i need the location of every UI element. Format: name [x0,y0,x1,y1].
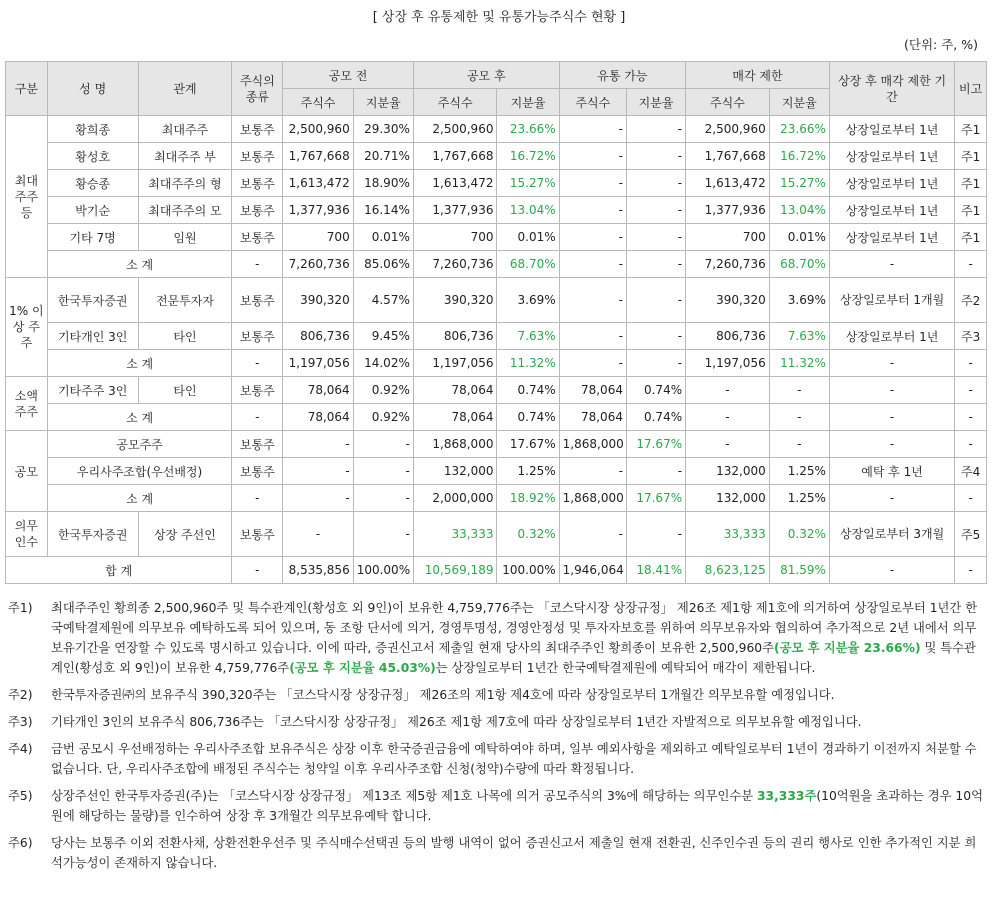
header-stock-type: 주식의 종류 [232,62,283,116]
cell-note: 주3 [955,323,987,350]
cell-restricted-ratio: 3.69% [769,278,829,323]
cell-name: 기타 7명 [47,224,138,251]
cell-restricted-ratio: 68.70% [769,251,829,278]
cell-restricted-ratio: - [769,404,829,431]
cell-note: - [955,377,987,404]
group-over1: 1% 이상 주주 [6,278,48,377]
cell-type: 보통주 [232,170,283,197]
shares-table [5,61,987,584]
header-group: 구분 [6,62,48,116]
cell-tradable-shares: - [559,278,626,323]
cell-name: 황성호 [47,143,138,170]
cell-tradable-ratio: - [626,251,685,278]
cell-tradable-ratio: - [626,197,685,224]
cell-pre-ratio: 0.92% [353,404,413,431]
cell-tradable-ratio: - [626,116,685,143]
footnote-highlight: 33,333주 [757,789,817,803]
cell-restricted-shares: 806,736 [686,323,770,350]
footnote [8,598,983,678]
cell-note: 주4 [955,458,987,485]
header-ratio: 지분율 [353,89,413,116]
cell-pre-ratio: 100.00% [353,557,413,584]
cell-type: - [232,485,283,512]
cell-post-ratio: 0.01% [497,224,559,251]
cell-post-shares: 78,064 [413,404,497,431]
cell-restricted-shares: 1,377,936 [686,197,770,224]
footnote-highlight: (공모 후 지분율 45.03%) [289,661,436,675]
footnote-text-part: 는 상장일로부터 1년간 한국예탁결제원에 예탁되어 매각이 제한됩니다. [435,661,816,675]
cell-post-shares: 2,500,960 [413,116,497,143]
cell-relation: 최대주주의 모 [138,197,232,224]
cell-tradable-ratio: - [626,512,685,557]
cell-tradable-ratio: - [626,458,685,485]
cell-name: 박기순 [47,197,138,224]
cell-post-ratio: 0.74% [497,377,559,404]
cell-pre-shares: 78,064 [283,404,353,431]
footnote-key: 주1) [8,601,33,615]
cell-restricted-shares: 390,320 [686,278,770,323]
cell-pre-ratio: 29.30% [353,116,413,143]
cell-period: - [829,557,954,584]
cell-pre-ratio: 20.71% [353,143,413,170]
footnote [8,786,983,826]
cell-tradable-ratio: 0.74% [626,377,685,404]
cell-post-ratio: 1.25% [497,458,559,485]
cell-period: - [829,251,954,278]
cell-tradable-shares: - [559,116,626,143]
cell-name: 우리사주조합(우선배정) [47,458,232,485]
cell-type: 보통주 [232,143,283,170]
footnote-text-part: 최대주주인 황희종 2,500,960주 및 특수관계인(황성호 외 9인)이 보유한 4,759,776주는 「코스닥시장 상장규정」 제26조 제1항 제1호에 의거하여 상장일로부터 1년간 한국예탁결제원에 의무보유 예탁하도록 되어 있으며, 동 조항 단서에 의거, 경영투명성, 경영안정성 및 투자자보호를 위하여 의무보유자와 협의하여 추가적으로 2년 내에서 의무보유기간을 연장할 수 있도록 명시하고 있습니다. 이에 따라, 증권신고서 제출일 현재 당사의 최대주주인 황희종이 보유한 2,500,960주 [51,601,978,655]
cell-note: 주1 [955,224,987,251]
cell-relation: 최대주주 부 [138,143,232,170]
cell-note: 주1 [955,197,987,224]
cell-post-shares: 132,000 [413,458,497,485]
cell-type: - [232,251,283,278]
cell-period: 상장일로부터 3개월 [829,512,954,557]
header-shares: 주식수 [283,89,353,116]
header-ratio: 지분율 [626,89,685,116]
cell-post-ratio: 11.32% [497,350,559,377]
cell-restricted-ratio: - [769,431,829,458]
cell-restricted-shares: 1,197,056 [686,350,770,377]
cell-relation: 타인 [138,377,232,404]
cell-tradable-ratio: - [626,224,685,251]
cell-period: 상장일로부터 1개월 [829,278,954,323]
header-ratio: 지분율 [497,89,559,116]
cell-tradable-shares: - [559,251,626,278]
cell-restricted-ratio: 23.66% [769,116,829,143]
table-row [6,458,987,485]
footnotes [8,598,983,880]
table-row [6,431,987,458]
cell-post-ratio: 0.74% [497,404,559,431]
cell-restricted-shares: 2,500,960 [686,116,770,143]
cell-restricted-ratio: 15.27% [769,170,829,197]
group-major: 최대 주주 등 [6,116,48,278]
table-row [6,323,987,350]
group-ipo: 공모 [6,431,48,512]
cell-tradable-ratio: - [626,170,685,197]
cell-restricted-shares: - [686,404,770,431]
cell-pre-ratio: 14.02% [353,350,413,377]
unit-label: (단위: 주, %) [904,37,978,52]
cell-name: 기타개인 3인 [47,323,138,350]
cell-name: 한국투자증권 [47,278,138,323]
cell-pre-shares: - [283,485,353,512]
cell-pre-shares: 78,064 [283,377,353,404]
cell-post-shares: 390,320 [413,278,497,323]
cell-relation: 임원 [138,224,232,251]
cell-type: 보통주 [232,197,283,224]
cell-tradable-shares: - [559,458,626,485]
footnote-key: 주4) [8,742,33,756]
cell-relation: 타인 [138,323,232,350]
footnote [8,739,983,779]
cell-tradable-ratio: 0.74% [626,404,685,431]
cell-note: 주5 [955,512,987,557]
subtotal-row [6,251,987,278]
cell-tradable-ratio: 17.67% [626,431,685,458]
cell-name: 한국투자증권 [47,512,138,557]
cell-restricted-shares: 33,333 [686,512,770,557]
cell-tradable-shares: 78,064 [559,404,626,431]
cell-type: 보통주 [232,458,283,485]
cell-restricted-shares: - [686,431,770,458]
table-row [6,170,987,197]
group-minor: 소액 주주 [6,377,48,431]
group-oblig: 의무 인수 [6,512,48,557]
footnote-text [51,786,983,826]
cell-tradable-ratio: - [626,278,685,323]
table-row [6,197,987,224]
cell-name: 황승종 [47,170,138,197]
cell-post-ratio: 7.63% [497,323,559,350]
cell-tradable-shares: - [559,170,626,197]
cell-type: - [232,404,283,431]
cell-pre-ratio: - [353,485,413,512]
cell-pre-shares: 1,767,668 [283,143,353,170]
table-row [6,377,987,404]
cell-post-shares: 10,569,189 [413,557,497,584]
cell-restricted-ratio: 1.25% [769,458,829,485]
header-shares: 주식수 [413,89,497,116]
cell-pre-ratio: - [353,431,413,458]
footnote-text: 당사는 보통주 이외 전환사채, 상환전환우선주 및 주식매수선택권 등의 발행 내역이 없어 증권신고서 제출일 현재 전환권, 신주인수권 등의 권리 행사로 인한 추가적인 지분 희석가능성이 존재하지 않습니다. [51,836,977,870]
header-note: 비고 [955,62,987,116]
cell-restricted-shares: 7,260,736 [686,251,770,278]
cell-post-shares: 806,736 [413,323,497,350]
cell-post-shares: 1,613,472 [413,170,497,197]
cell-pre-ratio: 16.14% [353,197,413,224]
cell-type: 보통주 [232,377,283,404]
cell-note: 주2 [955,278,987,323]
cell-period: - [829,404,954,431]
cell-note: - [955,350,987,377]
cell-pre-ratio: - [353,458,413,485]
cell-pre-shares: 390,320 [283,278,353,323]
footnote-text: 금번 공모시 우선배정하는 우리사주조합 보유주식은 상장 이후 한국증권금융에 예탁하여야 하며, 일부 예외사항을 제외하고 예탁일로부터 1년이 경과하기 이전까지 처분할 수 없습니다. 단, 우리사주조합에 배정된 주식수는 청약일 이후 우리사주조합 신청(청약)수량에 따라 확정됩니다. [51,742,977,776]
cell-pre-ratio: 9.45% [353,323,413,350]
cell-pre-shares: 2,500,960 [283,116,353,143]
table-row [6,224,987,251]
cell-tradable-ratio: - [626,350,685,377]
cell-pre-ratio: 18.90% [353,170,413,197]
cell-post-shares: 7,260,736 [413,251,497,278]
cell-period: 상장일로부터 1년 [829,197,954,224]
cell-post-shares: 78,064 [413,377,497,404]
footnote-highlight: (공모 후 지분율 23.66%) [773,641,921,655]
cell-restricted-shares: 1,767,668 [686,143,770,170]
cell-note: 주1 [955,116,987,143]
cell-relation: 최대주주의 형 [138,170,232,197]
cell-tradable-shares: 1,946,064 [559,557,626,584]
cell-note: - [955,485,987,512]
cell-restricted-ratio: 16.72% [769,143,829,170]
cell-restricted-shares: 8,623,125 [686,557,770,584]
cell-post-shares: 1,377,936 [413,197,497,224]
subtotal-row [6,485,987,512]
table-row [6,512,987,557]
cell-tradable-shares: 1,868,000 [559,431,626,458]
cell-period: - [829,485,954,512]
cell-pre-ratio: - [353,512,413,557]
cell-type: - [232,557,283,584]
table-row [6,278,987,323]
cell-post-ratio: 15.27% [497,170,559,197]
cell-type: 보통주 [232,512,283,557]
footnote-key: 주5) [8,789,33,803]
cell-note: 주1 [955,143,987,170]
cell-post-ratio: 16.72% [497,143,559,170]
header-ratio: 지분율 [769,89,829,116]
cell-period: - [829,377,954,404]
subtotal-row [6,404,987,431]
cell-subtotal-label: 소 계 [47,485,232,512]
cell-post-shares: 1,767,668 [413,143,497,170]
table-row [6,116,987,143]
cell-restricted-shares: 700 [686,224,770,251]
cell-tradable-shares: - [559,512,626,557]
total-row [6,557,987,584]
cell-pre-shares: 1,613,472 [283,170,353,197]
cell-pre-ratio: 4.57% [353,278,413,323]
cell-post-shares: 700 [413,224,497,251]
cell-subtotal-label: 소 계 [47,350,232,377]
cell-pre-ratio: 0.92% [353,377,413,404]
header-restricted: 매각 제한 [686,62,830,89]
cell-pre-shares: - [283,512,353,557]
cell-pre-shares: 806,736 [283,323,353,350]
cell-relation: 전문투자자 [138,278,232,323]
cell-pre-shares: - [283,431,353,458]
cell-restricted-ratio: 1.25% [769,485,829,512]
footnote [8,685,983,705]
footnote-text [51,598,983,678]
cell-pre-shares: - [283,458,353,485]
cell-tradable-ratio: - [626,143,685,170]
cell-post-ratio: 0.32% [497,512,559,557]
cell-name: 공모주주 [47,431,232,458]
cell-tradable-shares: - [559,143,626,170]
cell-post-ratio: 68.70% [497,251,559,278]
cell-note: - [955,431,987,458]
cell-note: - [955,557,987,584]
cell-post-ratio: 13.04% [497,197,559,224]
header-shares: 주식수 [686,89,770,116]
cell-post-ratio: 18.92% [497,485,559,512]
footnote-text: 한국투자증권㈜의 보유주식 390,320주는 「코스닥시장 상장규정」 제26조의 제1항 제4호에 따라 상장일로부터 1개월간 의무보유할 예정입니다. [51,688,835,702]
table-row [6,143,987,170]
cell-period: 상장일로부터 1년 [829,143,954,170]
header-tradable: 유통 가능 [559,62,685,89]
cell-type: 보통주 [232,323,283,350]
cell-restricted-ratio: 7.63% [769,323,829,350]
footnote-key: 주2) [8,688,33,702]
cell-note: 주1 [955,170,987,197]
footnote-key: 주6) [8,836,33,850]
cell-post-shares: 1,868,000 [413,431,497,458]
cell-post-shares: 33,333 [413,512,497,557]
cell-pre-ratio: 0.01% [353,224,413,251]
cell-type: 보통주 [232,278,283,323]
cell-relation: 상장 주선인 [138,512,232,557]
cell-post-ratio: 23.66% [497,116,559,143]
header-relation: 관계 [138,62,232,116]
cell-period: 예탁 후 1년 [829,458,954,485]
footnote [8,712,983,732]
cell-subtotal-label: 소 계 [47,404,232,431]
header-period: 상장 후 매각 제한 기간 [829,62,954,116]
cell-tradable-shares: - [559,197,626,224]
cell-pre-shares: 7,260,736 [283,251,353,278]
cell-period: 상장일로부터 1년 [829,224,954,251]
cell-pre-shares: 1,197,056 [283,350,353,377]
cell-restricted-ratio: 0.01% [769,224,829,251]
cell-post-shares: 1,197,056 [413,350,497,377]
footnote-key: 주3) [8,715,33,729]
cell-restricted-ratio: 11.32% [769,350,829,377]
footnote-text-part: 및 특수관계인(황성호 외 9인)이 보유한 4,759,776주 [51,641,976,675]
cell-type: - [232,350,283,377]
cell-restricted-ratio: 0.32% [769,512,829,557]
header-pre-ipo: 공모 전 [283,62,414,89]
cell-pre-shares: 1,377,936 [283,197,353,224]
cell-type: 보통주 [232,224,283,251]
cell-restricted-shares: 132,000 [686,485,770,512]
cell-tradable-shares: 1,868,000 [559,485,626,512]
cell-post-ratio: 3.69% [497,278,559,323]
subtotal-row [6,350,987,377]
footnote [8,833,983,873]
footnote-text: 기타개인 3인의 보유주식 806,736주는 「코스닥시장 상장규정」 제26조 제1항 제7호에 따라 상장일로부터 1년간 자발적으로 의무보유할 예정입니다. [51,715,862,729]
cell-type: 보통주 [232,431,283,458]
cell-post-shares: 2,000,000 [413,485,497,512]
cell-note: - [955,251,987,278]
cell-period: 상장일로부터 1년 [829,116,954,143]
header-name: 성 명 [47,62,138,116]
cell-post-ratio: 17.67% [497,431,559,458]
cell-period: - [829,350,954,377]
footnote-text-part: 상장주선인 한국투자증권(주)는 「코스닥시장 상장규정」 제13조 제5항 제1호 나목에 의거 공모주식의 3%에 해당하는 의무인수분 [51,789,757,803]
cell-restricted-ratio: 13.04% [769,197,829,224]
cell-period: - [829,431,954,458]
cell-tradable-shares: 78,064 [559,377,626,404]
cell-period: 상장일로부터 1년 [829,170,954,197]
cell-name: 황희종 [47,116,138,143]
cell-restricted-shares: 132,000 [686,458,770,485]
cell-subtotal-label: 소 계 [47,251,232,278]
cell-restricted-shares: - [686,377,770,404]
cell-tradable-shares: - [559,224,626,251]
cell-restricted-ratio: - [769,377,829,404]
header-shares: 주식수 [559,89,626,116]
cell-restricted-ratio: 81.59% [769,557,829,584]
cell-tradable-shares: - [559,323,626,350]
cell-period: 상장일로부터 1년 [829,323,954,350]
cell-tradable-ratio: 17.67% [626,485,685,512]
cell-note: - [955,404,987,431]
page-title: [ 상장 후 유통제한 및 유통가능주식수 현황 ] [372,10,626,25]
cell-relation: 최대주주 [138,116,232,143]
cell-name: 기타주주 3인 [47,377,138,404]
cell-tradable-ratio: - [626,323,685,350]
cell-tradable-ratio: 18.41% [626,557,685,584]
cell-pre-ratio: 85.06% [353,251,413,278]
cell-post-ratio: 100.00% [497,557,559,584]
cell-pre-shares: 700 [283,224,353,251]
header-post-ipo: 공모 후 [413,62,559,89]
cell-type: 보통주 [232,116,283,143]
cell-restricted-shares: 1,613,472 [686,170,770,197]
cell-total-label: 합 계 [6,557,232,584]
cell-tradable-shares: - [559,350,626,377]
footnote-text-part: (10억원을 초과하는 경우 10억원에 해당하는 물량)를 인수하여 상장 후 3개월간 의무보유예탁 합니다. [51,789,983,823]
cell-pre-shares: 8,535,856 [283,557,353,584]
